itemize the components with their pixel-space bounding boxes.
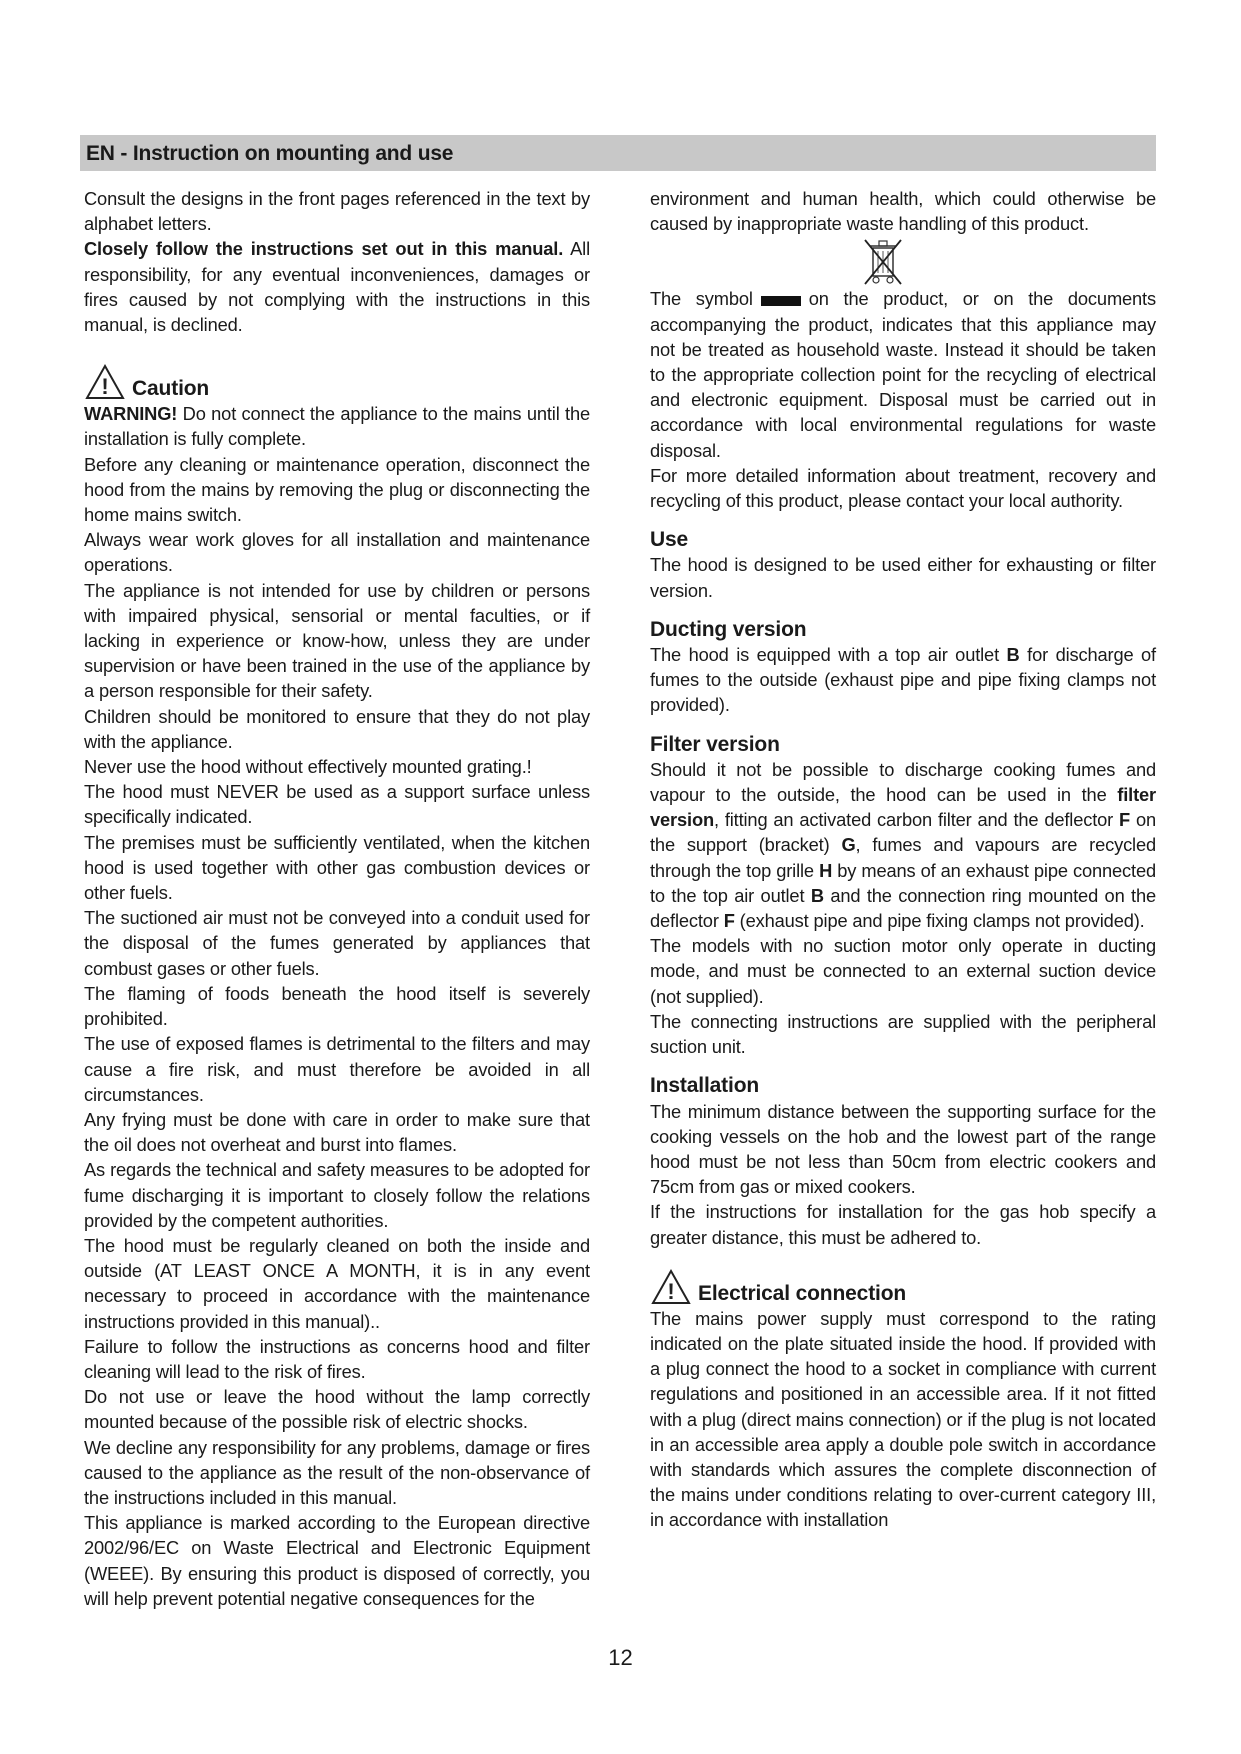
left-column	[84, 186, 590, 1611]
safety-paragraph: Do not use or leave the hood without the lamp correctly mounted because of the possible risk of electric shocks.	[84, 1386, 590, 1433]
filter-letter: G	[841, 834, 856, 856]
safety-paragraph: Never use the hood without effectively mounted grating.!	[84, 756, 532, 778]
more-info-paragraph: For more detailed information about treatment, recovery and recycling of this product, please contact your local authority.	[650, 464, 1156, 512]
svg-text:!: !	[101, 374, 109, 400]
filter-paragraph	[650, 757, 1156, 933]
safety-paragraph: Children should be monitored to ensure that they do not play with the appliance.	[84, 705, 590, 752]
symbol-paragraph	[650, 286, 1156, 462]
connecting-paragraph: The connecting instructions are supplied with the peripheral suction unit.	[650, 1010, 1156, 1058]
safety-paragraph: The hood must be regularly cleaned on both the inside and outside (AT LEAST ONCE A MONTH, it is in any event necessary to proceed in accordance with the maintenance instructions provided in this manual)..	[84, 1234, 590, 1332]
filter-text: by means of an exhaust pipe connected to the top air outlet	[650, 859, 1156, 906]
installation-paragraph: If the instructions for installation for the gas hob specify a greater distance, this must be adhered to.	[650, 1201, 1156, 1248]
filter-letter: H	[819, 859, 833, 881]
black-bar-symbol-icon	[761, 296, 801, 306]
symbol-post: on the product, or on the documents accompanying the product, indicates that this appliance may not be treated as household waste. Instead it should be taken to the appropriate collection point for the recycling of electrical and electronic equipment. Disposal must be carried out in accordance with local environmental regulations for waste disposal.	[650, 288, 1156, 461]
safety-paragraph: Always wear work gloves for all installation and maintenance operations.	[84, 529, 590, 576]
crossed-bin-icon	[861, 236, 905, 286]
responsibility-rest: All responsibility, for any eventual inconveniences, damages or fires caused by not complying with the instructions in this manual, is declined.	[84, 238, 590, 336]
filter-text: Should it not be possible to discharge cooking fumes and vapour to the outside, the hood can be used in the	[650, 758, 1156, 806]
ducting-text: The hood is equipped with a top air outlet	[650, 644, 1007, 666]
ducting-paragraph	[650, 642, 1156, 718]
page-number: 12	[608, 1645, 633, 1670]
caution-heading-text: Caution	[132, 377, 210, 401]
weee-paragraph: This appliance is marked according to the European directive 2002/96/EC on Waste Electrical and Electronic Equipment (WEEE). By ensuring this product is disposed of correctly, you will help prevent potential negative consequences for the	[84, 1512, 590, 1609]
page-title: EN - Instruction on mounting and use	[86, 142, 454, 165]
warning-triangle-icon	[650, 1268, 692, 1306]
warning-bold: WARNING!	[84, 403, 178, 425]
installation-paragraph: The minimum distance between the supporting surface for the cooking vessels on the hob and the lowest part of the range hood must be not less than 50cm from electric cookers and 75cm from gas or mixed cookers.	[650, 1100, 1156, 1198]
weee-continuation: environment and human health, which could otherwise be caused by inappropriate waste handling of this product.	[650, 188, 1156, 235]
safety-paragraph: The flaming of foods beneath the hood itself is severely prohibited.	[84, 982, 590, 1030]
warning-rest: Do not connect the appliance to the mains until the installation is fully complete.	[84, 403, 590, 450]
filter-heading: Filter version	[650, 732, 780, 756]
ducting-letter: B	[1006, 644, 1020, 666]
use-paragraph: The hood is designed to be used either for exhausting or filter version.	[650, 554, 1156, 601]
responsibility-paragraph	[84, 236, 590, 337]
electrical-paragraph: The mains power supply must correspond to the rating indicated on the plate situated inside the hood. If provided with a plug connect the hood to a socket in compliance with current regulations and positioned in an accessible area. If it not fitted with a plug (direct mains connection) or if the plug is not located in an accessible area apply a double pole switch in accordance with standards which assures the complete disconnection of the mains under conditions relating to over-current category III, in accordance with installation	[650, 1307, 1156, 1531]
safety-paragraph: Before any cleaning or maintenance operation, disconnect the hood from the mains by removing the plug or disconnecting the home mains switch.	[84, 453, 590, 526]
svg-text:!: !	[667, 1278, 675, 1304]
intro-paragraph: Consult the designs in the front pages referenced in the text by alphabet letters.	[84, 188, 590, 235]
safety-paragraph: As regards the technical and safety measures to be adopted for fume discharging it is important to closely follow the relations provided by the competent authorities.	[84, 1159, 590, 1231]
filter-text: and the connection ring mounted on the deflector	[650, 884, 1156, 932]
ducting-text: for discharge of fumes to the outside (exhaust pipe and pipe fixing clamps not provided).	[650, 644, 1156, 716]
safety-paragraph: The hood must NEVER be used as a support surface unless specifically indicated.	[84, 781, 590, 828]
filter-bold: filter version	[650, 784, 1156, 831]
warning-paragraph	[84, 401, 590, 451]
warning-triangle-icon	[84, 363, 126, 401]
filter-letter: F	[723, 910, 735, 932]
caution-heading	[84, 359, 590, 401]
responsibility-bold: Closely follow the instructions set out in this manual.	[84, 238, 564, 260]
safety-paragraph: The premises must be sufficiently ventilated, when the kitchen hood is used together with other gas combustion devices or other fuels.	[84, 831, 590, 904]
electrical-heading-text: Electrical connection	[698, 1281, 907, 1305]
filter-letter: B	[810, 884, 824, 906]
filter-letter: F	[1119, 809, 1131, 831]
electrical-heading	[650, 1264, 1156, 1306]
safety-paragraph: The appliance is not intended for use by children or persons with impaired physical, sensorial or mental faculties, or if lacking in experience or know-how, unless they are under supervision or have been trained in the use of the appliance by a person responsible for their safety.	[84, 579, 590, 702]
filter-text: , fitting an activated carbon filter and the deflector	[713, 809, 1120, 831]
safety-paragraph: Failure to follow the instructions as concerns hood and filter cleaning will lead to the risk of fires.	[84, 1335, 590, 1382]
symbol-pre: The symbol	[650, 288, 753, 310]
safety-paragraph: We decline any responsibility for any problems, damage or fires caused to the appliance as the result of the non-observance of the instructions included in this manual.	[84, 1436, 590, 1508]
safety-paragraph: Any frying must be done with care in order to make sure that the oil does not overheat and burst into flames.	[84, 1108, 590, 1156]
use-heading: Use	[650, 528, 689, 552]
filter-text: on the support (bracket)	[650, 809, 1156, 856]
right-column	[650, 186, 1156, 1533]
safety-paragraph: The suctioned air must not be conveyed into a conduit used for the disposal of the fumes generated by appliances that combust gases or other fuels.	[84, 907, 590, 979]
models-paragraph: The models with no suction motor only operate in ducting mode, and must be connected to an external suction device (not supplied).	[650, 935, 1156, 1007]
section-header-bar	[80, 135, 1156, 171]
safety-paragraph: The use of exposed flames is detrimental to the filters and may cause a fire risk, and must therefore be avoided in all circumstances.	[84, 1033, 590, 1105]
weee-icon-wrap	[610, 236, 1156, 286]
installation-heading: Installation	[650, 1074, 760, 1098]
filter-text: , fumes and vapours are recycled through the top grille	[650, 834, 1157, 881]
filter-text: (exhaust pipe and pipe fixing clamps not provided).	[734, 910, 1145, 932]
ducting-heading: Ducting version	[650, 617, 807, 641]
